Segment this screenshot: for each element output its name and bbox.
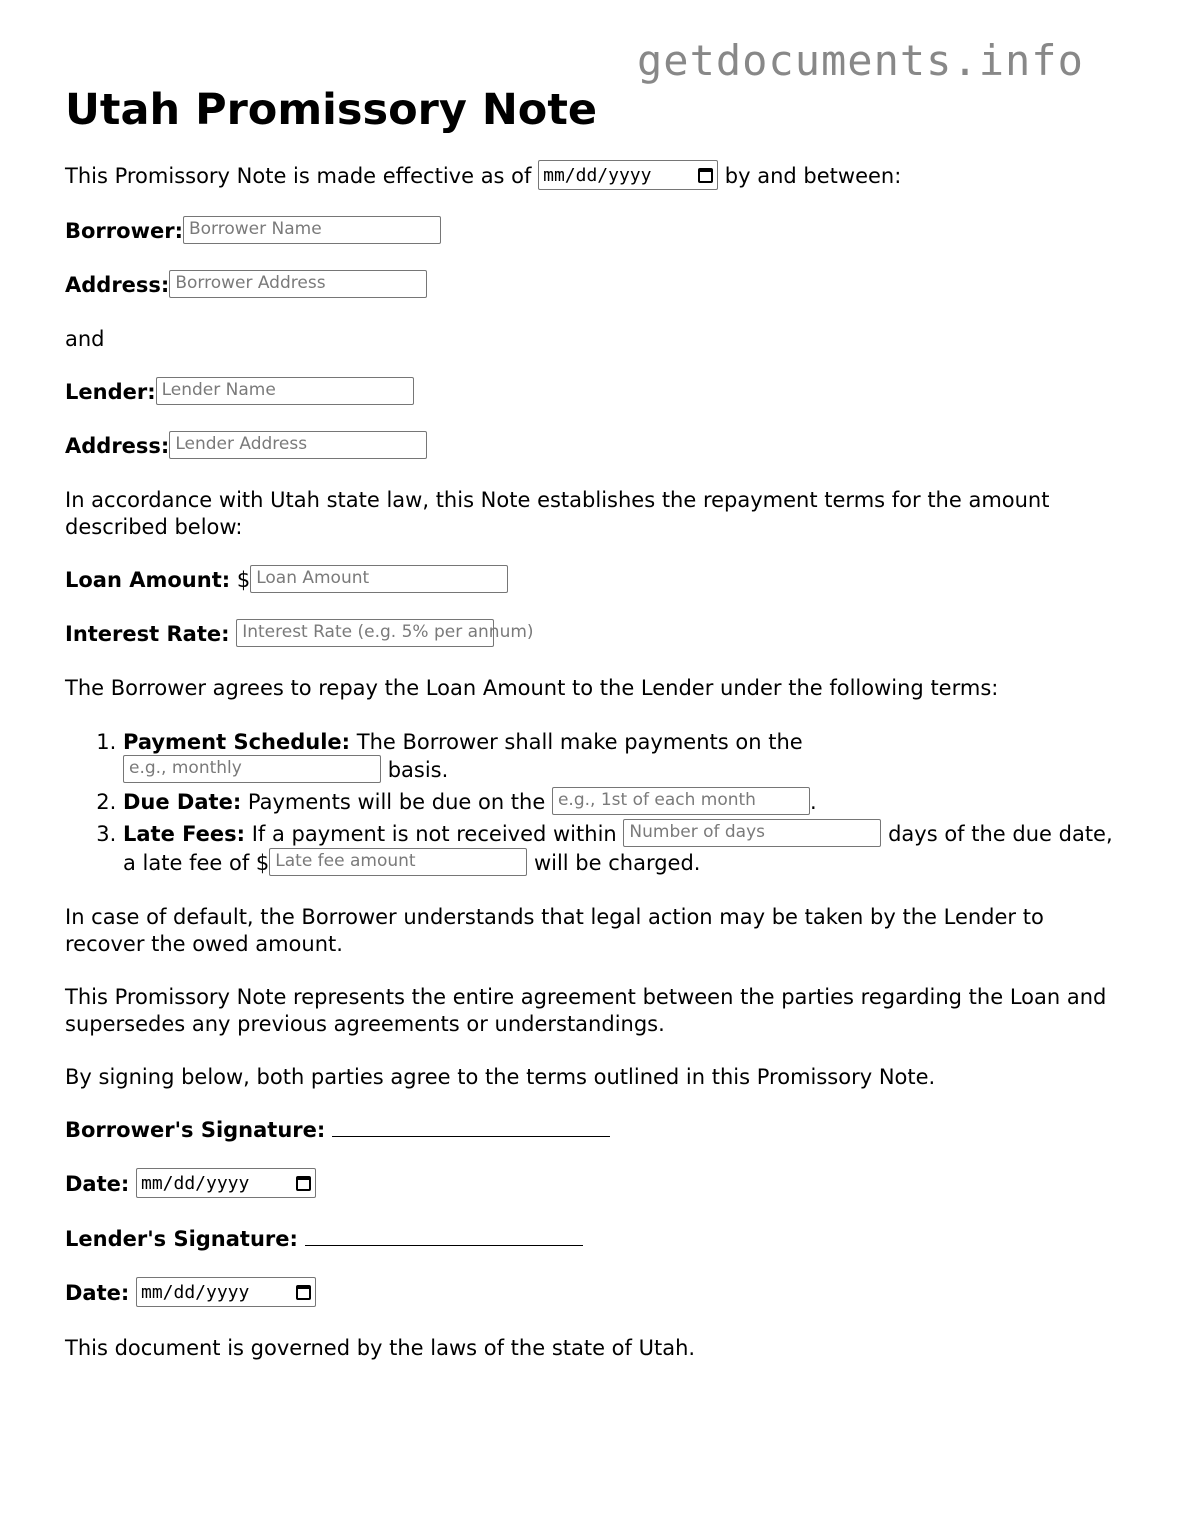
lender-label: Lender: xyxy=(65,380,156,404)
entire-agreement-paragraph: This Promissory Note represents the entire agreement between the parties regarding the Loan and supersedes any previous agreements or understandings. xyxy=(65,985,1107,1036)
terms-list xyxy=(65,728,1115,878)
lender-address-input[interactable]: Lender Address xyxy=(169,431,427,459)
loan-amount-label: Loan Amount: xyxy=(65,568,231,592)
payment-schedule-input[interactable]: e.g., monthly xyxy=(123,755,381,783)
borrower-name-row xyxy=(65,218,1115,246)
document-body xyxy=(65,80,1115,1388)
lender-signature-row xyxy=(65,1226,1115,1253)
late-fee-amount-input[interactable]: Late fee amount xyxy=(269,848,527,876)
and-text: and xyxy=(65,327,105,351)
effective-date-placeholder: mm/dd/yyyy xyxy=(543,164,652,186)
list-item xyxy=(123,728,1115,785)
borrower-signature-line[interactable] xyxy=(332,1118,610,1137)
agree-paragraph: The Borrower agrees to repay the Loan Amount to the Lender under the following terms: xyxy=(65,676,999,700)
lender-address-row xyxy=(65,433,1115,461)
lender-signature-label: Lender's Signature: xyxy=(65,1227,298,1251)
late-fees-label: Late Fees: xyxy=(123,822,246,846)
due-date-label: Due Date: xyxy=(123,790,242,814)
intro-prefix: This Promissory Note is made effective as of xyxy=(65,164,532,188)
borrower-address-row xyxy=(65,272,1115,300)
interest-rate-label: Interest Rate: xyxy=(65,622,230,646)
borrower-date-input[interactable] xyxy=(136,1168,316,1198)
lender-name-input[interactable]: Lender Name xyxy=(156,377,414,405)
accordance-paragraph: In accordance with Utah state law, this Note establishes the repayment terms for the amount described below: xyxy=(65,488,1050,539)
interest-rate-row xyxy=(65,621,1115,649)
payment-schedule-text: The Borrower shall make payments on the xyxy=(356,730,803,754)
loan-amount-row xyxy=(65,567,1115,595)
calendar-icon[interactable] xyxy=(296,1176,311,1191)
loan-amount-input[interactable]: Loan Amount xyxy=(250,565,508,593)
watermark: getdocuments.info xyxy=(637,36,1084,85)
borrower-name-input[interactable]: Borrower Name xyxy=(183,216,441,244)
lender-date-placeholder: mm/dd/yyyy xyxy=(140,1281,250,1303)
payment-schedule-label: Payment Schedule: xyxy=(123,730,351,754)
lender-date-input[interactable] xyxy=(136,1277,316,1307)
borrower-signature-row xyxy=(65,1117,1115,1144)
calendar-icon[interactable] xyxy=(296,1285,311,1300)
lender-date-label: Date: xyxy=(65,1281,130,1305)
borrower-address-label: Address: xyxy=(65,273,170,297)
borrower-address-input[interactable]: Borrower Address xyxy=(169,270,427,298)
interest-rate-input[interactable]: Interest Rate (e.g. 5% per annum) xyxy=(236,619,494,647)
due-date-text: Payments will be due on the xyxy=(247,790,546,814)
lender-address-label: Address: xyxy=(65,434,170,458)
list-item xyxy=(123,820,1115,878)
due-date-input[interactable]: e.g., 1st of each month xyxy=(552,787,810,815)
due-date-suffix: . xyxy=(809,790,817,814)
list-item xyxy=(123,788,1115,817)
signing-paragraph: By signing below, both parties agree to the terms outlined in this Promissory Note. xyxy=(65,1065,936,1089)
borrower-date-placeholder: mm/dd/yyyy xyxy=(140,1172,250,1194)
late-fees-suffix: will be charged. xyxy=(533,851,701,875)
borrower-date-label: Date: xyxy=(65,1172,130,1196)
effective-date-input[interactable] xyxy=(538,160,718,190)
late-fees-middle-text: days of the due date, a late fee of $ xyxy=(123,822,1113,875)
document-title: Utah Promissory Note xyxy=(65,85,598,135)
borrower-signature-label: Borrower's Signature: xyxy=(65,1118,326,1142)
governing-law-paragraph: This document is governed by the laws of the state of Utah. xyxy=(65,1336,696,1360)
borrower-date-row xyxy=(65,1170,1115,1200)
payment-schedule-suffix: basis. xyxy=(387,758,449,782)
late-fees-text: If a payment is not received within xyxy=(251,822,617,846)
borrower-label: Borrower: xyxy=(65,219,183,243)
lender-signature-line[interactable] xyxy=(305,1227,583,1246)
lender-date-row xyxy=(65,1279,1115,1309)
default-paragraph: In case of default, the Borrower understands that legal action may be taken by the Lender to recover the owed amount. xyxy=(65,905,1044,956)
intro-suffix: by and between: xyxy=(724,164,902,188)
calendar-icon[interactable] xyxy=(698,168,713,183)
lender-name-row xyxy=(65,379,1115,407)
late-days-input[interactable]: Number of days xyxy=(623,819,881,847)
intro-paragraph xyxy=(65,162,1115,192)
currency-symbol: $ xyxy=(236,568,251,592)
